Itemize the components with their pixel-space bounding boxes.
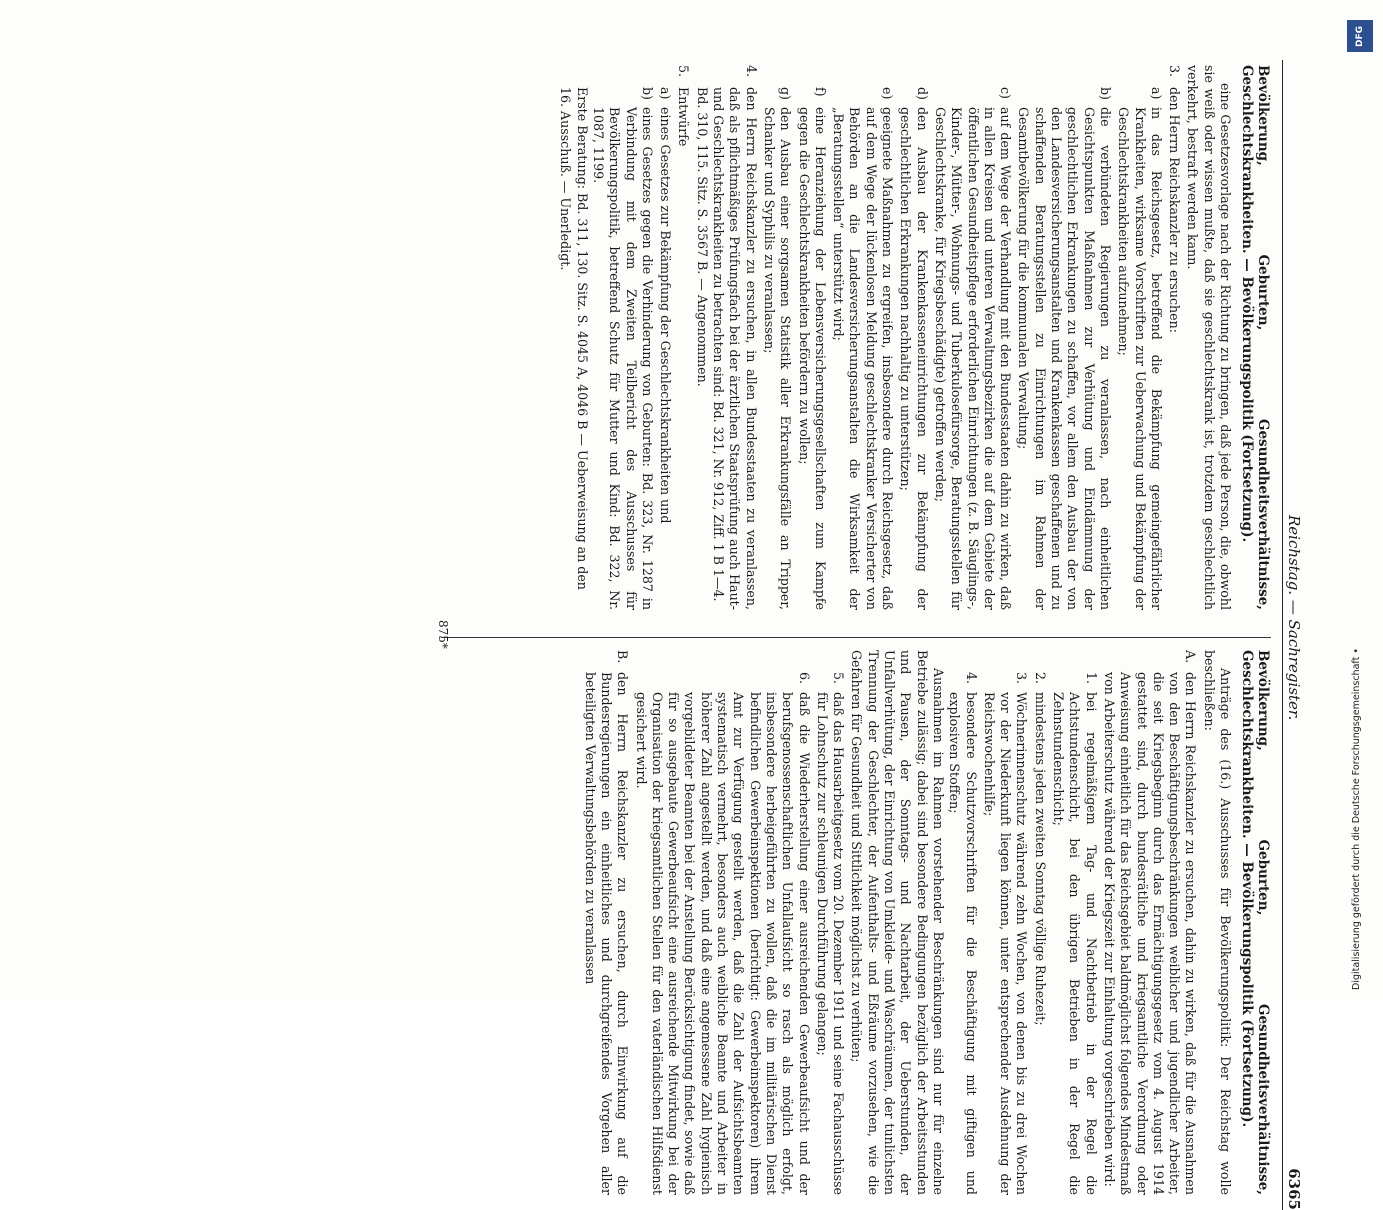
item-text: daß die Wiederherstellung einer ausreichenden Gewerbeaufsicht und der berufsgenossenschaftlichen Unfallaufsicht so rasch als möglich erfolgt, insbesondere herbeigeführten zu wollen, daß die im militärischen Dienst befindlichen Gewerbeinspektionen (berichtigt: Gewerbeinspektoren) ihrem Amt zur Verfügung gestellt werden, daß die Zahl der Aufsichtsbeamten systematisch vermehrt, besonders auch weibliche Beamte und Arbeiter in höherer Zahl angestellt werden, und daß eine angemessene Zahl hygienisch vorgebildeter Beamten bei der Anstellung Berücksichtigung findet, sowie daß für so ausgebaute Gewerbeaufsicht eine ausreichende Mitwirkung bei der Organisation der kriegsamtlichen Stellen für den vaterländischen Hilfsdienst gesichert wird. [633,692,812,1195]
digitization-note: Digitalisierung gefördert durch die Deutsche Forschungsgemeinschaft • [1351,648,1362,990]
item-text: den Herrn Reichskanzler zu ersuchen, durch Einwirkung auf die Bundesregierungen ein einheitliches und durchgreifendes Vorgehen aller beteiligten Verwaltungsbehörden zu veranlassen [582,672,631,1195]
list-item [632,672,811,1195]
item-text: den Herrn Reichskanzler zu ersuchen: [1167,87,1183,333]
list-item [657,87,673,610]
item-number: 3. [1014,672,1030,685]
right-intro: Anträge des (16.) Ausschusses für Bevölkerungspolitik: Der Reichstag wolle beschließen: [1201,650,1233,1195]
item-text: eines Gesetzes zur Bekämpfung der Geschlechtskrankheiten und [658,107,674,524]
reference-line: Erste Beratung: Bd. 311, 130. Sitz. S. 4045 A, 4046 B — Ueberweisung an den 16. Ausschuß. — Unerledigt. [558,87,590,590]
item-text: geeignete Maßnahmen zu ergreifen, insbesondere durch Reichsgesetz, daß auf dem Wege der lückenlosen Meldung geschlechtskranker Versicherter von Behörden an die Landesversicherungsanstalten die Wirksamkeit der „Beratungsstellen“ unterstützt wird; [831,107,896,610]
item-text: eine Heranziehung der Lebensversicherungsgesellschaften zum Kampfe gegen die Geschlechtskrankheiten befördern zu wollen; [796,107,828,610]
list-item [1166,65,1182,610]
list-item [1101,650,1199,1195]
item-text: mindestens jeden zweiten Sonntag völlige Ruhezeit; [1032,692,1048,1026]
item-number: 5. [831,672,847,685]
right-heading: Bevölkerung, Geburten, Gesundheitsverhältnisse, Geschlechtskrankheiten. — Bevölkerungspolitik (Fortsetzung). [1239,650,1271,1195]
running-title: Reichstag. — Sachregister. [1285,515,1303,721]
item-number: 2. [1032,672,1048,685]
item-text: den Ausbau einer sorgsamen Statistik aller Erkrankungsfälle an Tripper, Schanker und Syphilis zu veranlassen; [761,107,794,610]
left-heading: Bevölkerung, Geburten, Gesundheitsverhältnisse, Geschlechtskrankheiten. — Bevölkerungspolitik (Fortsetzung). [1239,65,1271,610]
item-text: den Ausbau der Krankenkasseneinrichtungen zur Bekämpfung der geschlechtlichen Erkrankungen nachhaltig zu unterstützen; [898,107,930,610]
right-column [441,650,1271,1195]
page-number: 6365 [1285,1168,1303,1210]
item-text: die verbündeten Regierungen zu veranlassen, nach einheitlichen Gesichtspunkten Maßnahmen zur Verhütung und Eindämmung der geschlechtlichen Erkrankungen zu schaffen, vor allem den Ausbau der von den Landesversicherungsanstalten und Krankenkassen geschaffenen und zu schaffenden Beratungsstellen zu Einrichtungen im Rahmen der Gesamtbevölkerung für die kommunalen Verwaltung; [1016,107,1113,610]
list-item [1050,672,1099,1195]
item-number: 4. [963,672,979,685]
item-number: a) [1148,87,1164,100]
item-number: b) [1097,87,1113,100]
item-number: 3. [1167,65,1183,78]
paragraph: Ausnahmen im Rahmen vorstehender Beschränkungen sind nur für einzelne Betriebe zulässig; dabei sind besondere Bedingungen bezüglich der Arbeitsstunden und Pausen, der Sonntags- und Nachtarbeit, der Ueberstunden, der Unfallverhütung, der Einrichtung von Umkleide- und Waschräumen, der tunlichsten Trennung der Geschlechter, der Aufenthalts- und Eßräume vorzusehen, wie die Gefahren für Gesundheit und Sittlichkeit möglichst zu verhüten; [849,650,946,1195]
list-item [675,65,691,610]
item-number: g) [778,87,794,100]
signature-mark: 875* [436,620,450,649]
list-item [946,672,979,1195]
item-number: 1. [1083,672,1099,685]
list-item [581,650,630,1195]
item-number: 5. [676,65,692,78]
item-text: bei regelmäßigem Tag- und Nachtbetrieb in der Regel die Achtstundenschicht, bei den übrigen Betrieben in der Regel die Zehnstundenschicht; [1051,692,1099,1195]
column-divider [441,637,1271,638]
item-number: b) [639,87,655,100]
left-intro: eine Gesetzesvorlage nach der Richtung zu bringen, daß jede Person, die, obwohl sie weiß oder wissen mußte, daß sie geschlechtskrank ist, trotzdem geschlechtlich verkehrt, bestraft werden kann. [1185,65,1233,610]
item-text: in das Reichsgesetz, betreffend die Bekämpfung gemeingefährlicher Krankheiten, wirksame Vorschriften zur Ueberwachung und Bekämpfung der Geschlechtskrankheiten aufzunehmen; [1116,107,1164,610]
item-number: A. [1183,650,1199,664]
list-item [1031,672,1047,1195]
list-item [590,87,655,610]
list-item [830,87,895,610]
list-item [1015,87,1113,610]
dfg-logo-icon: DFG [1347,20,1373,52]
list-item [932,87,1013,610]
header-rule [1282,60,1283,1210]
list-item [814,672,847,1195]
digitization-sidebar [1347,10,1383,990]
item-text: Entwürfe [676,87,692,147]
item-text: auf dem Wege der Verhandlung mit den Bundesstaaten dahin zu wirken, daß in allen Kreisen und unteren Verwaltungsbezirken die auf dem Gebiete der öffentlichen Gesundheitspflege erforderlichen Einrichtungen (z. B. Säuglings-, Kinder-, Mütter-, Wohnungs- und Tuberkulosefürsorge, Beratungsstellen für Geschlechtskranke, für Kriegsbeschädigte) getroffen werden; [932,107,1014,610]
reference-line: Bd. 310, 115. Sitz. S. 3567 B. — Angenommen. [694,87,710,387]
item-number: a) [658,87,674,100]
left-column [441,65,1271,610]
item-number: 6. [796,672,812,685]
item-number: c) [998,87,1014,99]
list-item [897,87,930,610]
item-text: den Herrn Reichskanzler zu ersuchen, in allen Bundesstaaten zu veranlassen, daß als pflichtmäßiges Prüfungsfach bei der ärztlichen Staatsprüfung auch Haut- und Geschlechtskrankheiten zu betrachten sind: Bd. 321, Nr. 912, Ziff. 1 B 1—4. [711,87,759,610]
item-number: B. [615,650,631,664]
item-number: e) [880,87,896,100]
item-number: d) [914,87,930,100]
item-number: 4. [743,65,759,78]
item-text: Wöchnerinnenschutz während zehn Wochen, von denen bis zu drei Wochen vor der Niederkunft liegen können, unter entsprechender Ausdehnung der Reichswochenhilfe; [981,692,1030,1195]
list-item [795,87,828,610]
item-text: eines Gesetzes gegen die Verhinderung von Geburten: Bd. 323, Nr. 1287 in Verbindung mit dem Zweiten Teilbericht des Ausschusses für Bevölkerungspolitik, betreffend Schutz für Mutter und Kind: Bd. 322, Nr. 1087, 1199. [591,107,655,610]
item-number: f) [812,87,828,97]
page-header [1275,60,1305,1210]
item-text: daß das Hausarbeitgesetz vom 20. Dezember 1911 und seine Fachausschüsse für Lohnschutz zur schleunigen Durchführung gelangen; [814,692,847,1195]
list-item [761,87,794,610]
list-item [710,65,759,610]
item-text: besondere Schutzvorschriften für die Beschäftigung mit giftigen und explosiven Stoffen; [947,692,979,1195]
list-item [981,672,1030,1195]
list-item [1115,87,1164,610]
item-text: den Herrn Reichskanzler zu ersuchen, dahin zu wirken, daß für die Ausnahmen von den Beschäftigungsbeschränkungen weiblicher und jugendlicher Arbeiter, die seit Kriegsbeginn durch das Ermächtigungsgesetz vom 4. August 1914 gestattet sind, durch bundesrätliche und kriegsamtliche Verordnung oder Anweisung einheitlich für das Reichsgebiet baldmöglichst folgendes Mindestmaß von Arbeiterschutz während der Kriegszeit zur Einhaltung vorgeschrieben wird: [1101,672,1199,1195]
